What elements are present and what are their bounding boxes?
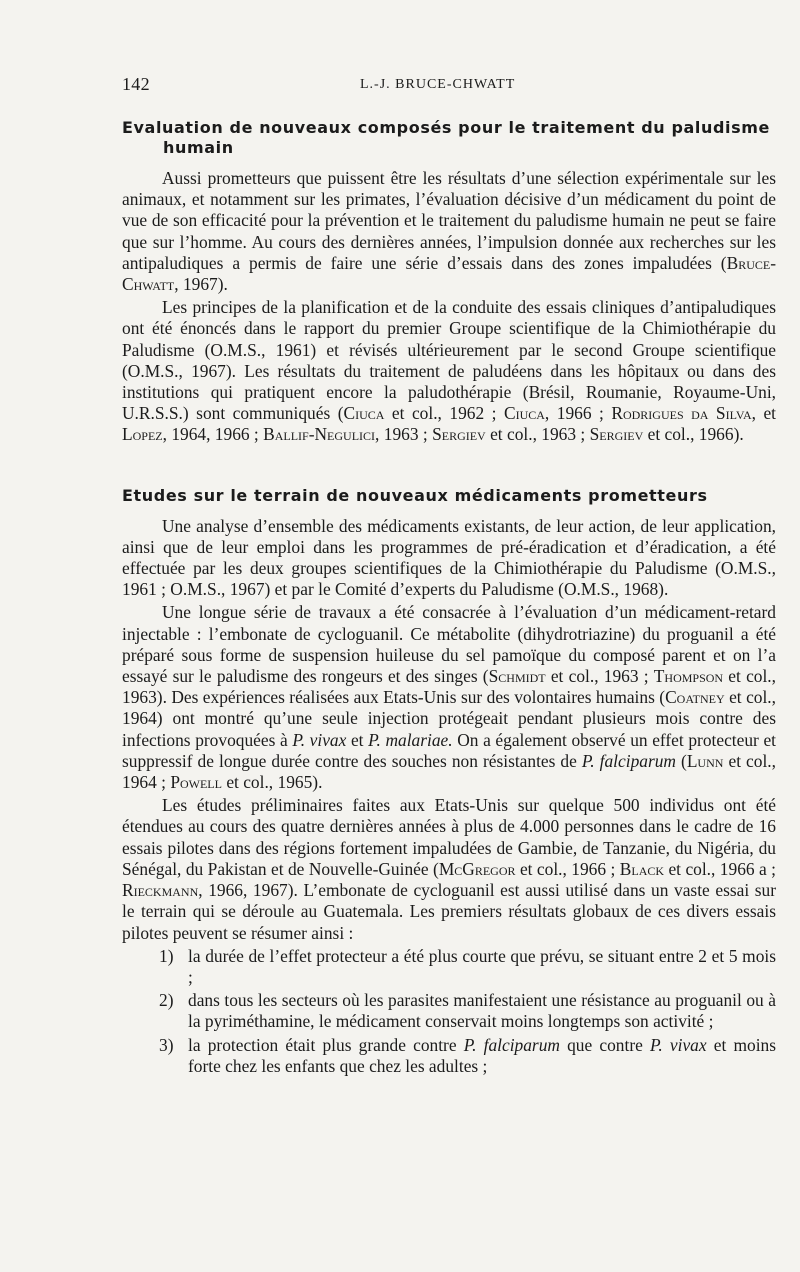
author-name: Lunn bbox=[686, 750, 724, 771]
author-name: Rieckmann bbox=[122, 880, 199, 901]
heading-line-2: humain bbox=[163, 138, 234, 157]
paragraph: Les principes de la planification et de la conduite des essais cliniques d’antipaludiques ont été énoncés dans le rapport du premier Groupe scientifique de la Chimiothérapie du Paludisme (O.M.S., 1961) et révisés ultérieurement par le second Groupe scientifique (O.M.S., 1967). Les résultats du traitement de paludéens dans les hôpitaux ou dans des institutions qui pratiquent encore la paludothérapie (Brésil, Roumanie, Royaume-Uni, U.R.S.S.) sont communiqués (Ciuca et col., 1962 ; Ciuca, 1966 ; Rodrigues da Silva, et Lopez, 1964, 1966 ; Ballif-Negulici, 1963 ; Sergiev et col., 1963 ; Sergiev et col., 1966). bbox=[122, 297, 777, 445]
author-name: McGregor bbox=[438, 858, 516, 879]
author-name: Powell bbox=[170, 772, 222, 793]
results-list bbox=[122, 946, 776, 1077]
author-name: Sergiev bbox=[432, 424, 486, 445]
species-name: P. vivax bbox=[292, 729, 347, 750]
running-header bbox=[122, 66, 776, 94]
author-name: Lopez bbox=[122, 424, 163, 445]
species-name: P. falciparum bbox=[581, 750, 676, 771]
heading-line-1: Evaluation de nouveaux composés pour le traitement du paludisme bbox=[122, 118, 770, 137]
list-number: 3) bbox=[159, 1034, 174, 1055]
list-number: 2) bbox=[159, 990, 174, 1011]
section-heading-etudes: Etudes sur le terrain de nouveaux médicaments prometteurs bbox=[122, 485, 708, 505]
list-item: 3) la protection était plus grande contre P. falciparum que contre P. vivax et moins forte chez les enfants que chez les adultes ; bbox=[159, 1034, 776, 1076]
author-name: Bruce-Chwatt bbox=[122, 252, 776, 295]
author-name: Schmidt bbox=[488, 666, 546, 687]
author-name: Ciuca bbox=[503, 403, 545, 424]
list-item: 1) la durée de l’effet protecteur a été plus courte que prévu, se situant entre 2 et 5 mois ; bbox=[159, 945, 776, 987]
species-name: P. malariae. bbox=[368, 729, 453, 750]
author-name: Coatney bbox=[665, 687, 725, 708]
paragraph: Aussi prometteurs que puissent être les résultats d’une sélection expérimentale sur les animaux, et notamment sur les primates, l’évaluation décisive d’un médicament du point de vue de son efficacité pour la prévention et le traitement du paludisme humain ne peut se faire que sur l’homme. Au cours des dernières années, l’impulsion donnée aux recherches sur les antipaludiques a permis de faire une série d’essais dans des zones impaludées (Bruce-Chwatt, 1967). bbox=[122, 168, 776, 295]
paragraph: Une analyse d’ensemble des médicaments existants, de leur action, de leur application, ainsi que de leur emploi dans les programmes de pré-éradication et d’éradication, a été effectuée par les deux groupes scientifiques de la Chimiothérapie du Paludisme (O.M.S., 1961 ; O.M.S., 1967) et par le Comité d’experts du Paludisme (O.M.S., 1968). bbox=[122, 515, 776, 600]
author-name: Ciuca bbox=[343, 403, 385, 424]
author-name: Black bbox=[619, 858, 665, 879]
species-name: P. falciparum bbox=[463, 1034, 560, 1055]
section-evaluation-body bbox=[122, 168, 776, 446]
author-name: Sergiev bbox=[589, 424, 644, 445]
section-etudes-body bbox=[122, 516, 776, 1077]
author-name: Rodrigues da Silva bbox=[611, 403, 752, 424]
page-number: 142 bbox=[122, 74, 150, 94]
list-item: 2) dans tous les secteurs où les parasites manifestaient une résistance au proguanil ou à la pyriméthamine, le médicament conservait moins longtemps son activité ; bbox=[159, 990, 776, 1032]
paragraph: Une longue série de travaux a été consacrée à l’évaluation d’un médicament-retard injectable : l’embonate de cycloguanil. Ce métabolite (dihydrotriazine) du proguanil a été préparé sous forme de suspension huileuse du sel pamoïque du composé parent et on l’a essayé sur le paludisme des rongeurs et des singes (Schmidt et col., 1963 ; Thompson et col., 1963). Des expériences réalisées aux Etats-Unis sur des volontaires humains (Coatney et col., 1964) ont montré qu’une seule injection protégeait pendant plusieurs mois contre des infections provoquées à P. vivax et P. malariae. On a également observé un effet protecteur et suppressif de longue durée contre des souches non résistantes de P. falciparum (Lunn et col., 1964 ; Powell et col., 1965). bbox=[122, 602, 777, 793]
document-page bbox=[122, 66, 776, 1077]
author-name: Ballif-Negulici bbox=[263, 424, 376, 445]
species-name: P. vivax bbox=[650, 1034, 707, 1055]
paragraph: Les études préliminaires faites aux Etats-Unis sur quelque 500 individus ont été étendues au cours des quatre dernières années à plus de 4.000 personnes dans le cadre de 16 essais pilotes dans des régions fortement impaludées de Gambie, de Tanzanie, du Nigéria, du Sénégal, du Pakistan et de Nouvelle-Guinée (McGregor et col., 1966 ; Black et col., 1966 a ; Rieckmann, 1966, 1967). L’embonate de cycloguanil est aussi utilisé dans un vaste essai sur le terrain qui se déroule au Guatemala. Les premiers résultats globaux de ces divers essais pilotes peuvent se résumer ainsi : bbox=[122, 795, 776, 943]
section-heading-evaluation bbox=[122, 118, 776, 158]
author-name: Thompson bbox=[653, 666, 724, 687]
list-number: 1) bbox=[159, 945, 174, 966]
running-title: L.-J. BRUCE-CHWATT bbox=[360, 77, 516, 92]
